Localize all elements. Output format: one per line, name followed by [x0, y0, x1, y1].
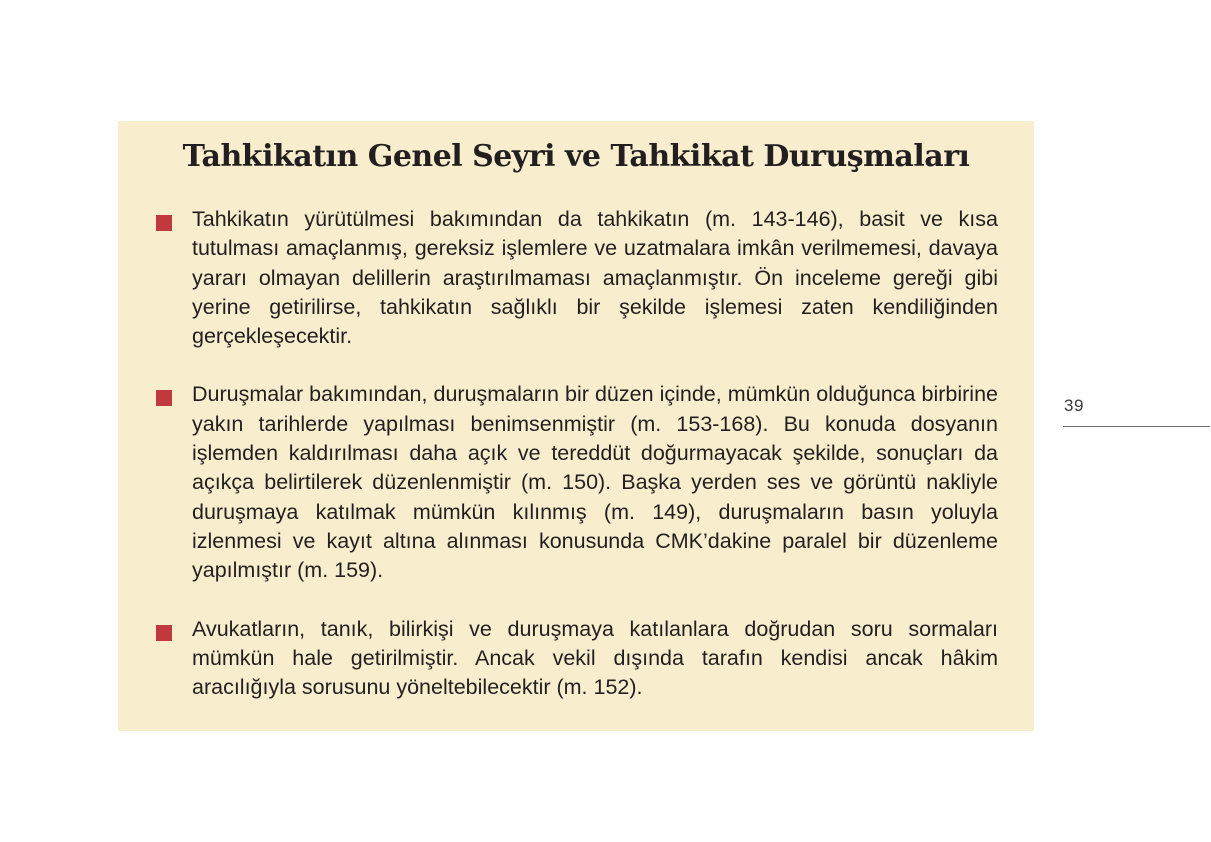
bullet-text: Avukatların, tanık, bilirkişi ve duruşmaya katılanlara doğrudan soru sormaları mümkün hale getirilmiştir. Ancak vekil dışında tarafın kendisi ancak hâkim aracılığıyla sorusunu yöneltebilecektir (m. 152). [192, 616, 998, 700]
square-bullet-icon [156, 390, 172, 406]
page-number-divider [1063, 426, 1210, 427]
square-bullet-icon [156, 625, 172, 641]
bullet-text: Duruşmalar bakımından, duruşmaların bir düzen içinde, mümkün olduğunca birbirine yakın tarihlerde yapılması benimsenmiştir (m. 153-168). Bu konuda dosyanın işlemden kaldırılması daha açık ve tereddüt doğurmayacak şekilde, sonuçları da açıkça belirtilerek düzenlenmiştir (m. 150). Başka yerden ses ve görüntü nakliyle duruşmaya katılmak mümkün kılınmış (m. 149), duruşmaların basın yoluyla izlenmesi ve kayıt altına alınması konusunda CMK’dakine paralel bir düzenleme yapılmıştır (m. 159). [192, 382, 998, 583]
panel-title: Tahkikatın Genel Seyri ve Tahkikat Duruşmaları [182, 139, 970, 174]
page-number: 39 [1064, 396, 1084, 415]
list-item [156, 380, 998, 585]
bullet-text: Tahkikatın yürütülmesi bakımından da tahkikatın (m. 143-146), basit ve kısa tutulması amaçlanmış, gereksiz işlemlere ve uzatmalara imkân verilmemesi, davaya yararı olmayan delillerin araştırılmaması amaçlanmıştır. Ön inceleme gereği gibi yerine getirilirse, tahkikatın sağlıklı bir şekilde işlemesi zaten kendiliğinden gerçekleşecektir. [192, 207, 998, 349]
square-bullet-icon [156, 215, 172, 231]
list-item [156, 615, 998, 703]
list-item [156, 205, 998, 351]
bullet-list [156, 205, 998, 731]
info-panel [118, 121, 1034, 731]
